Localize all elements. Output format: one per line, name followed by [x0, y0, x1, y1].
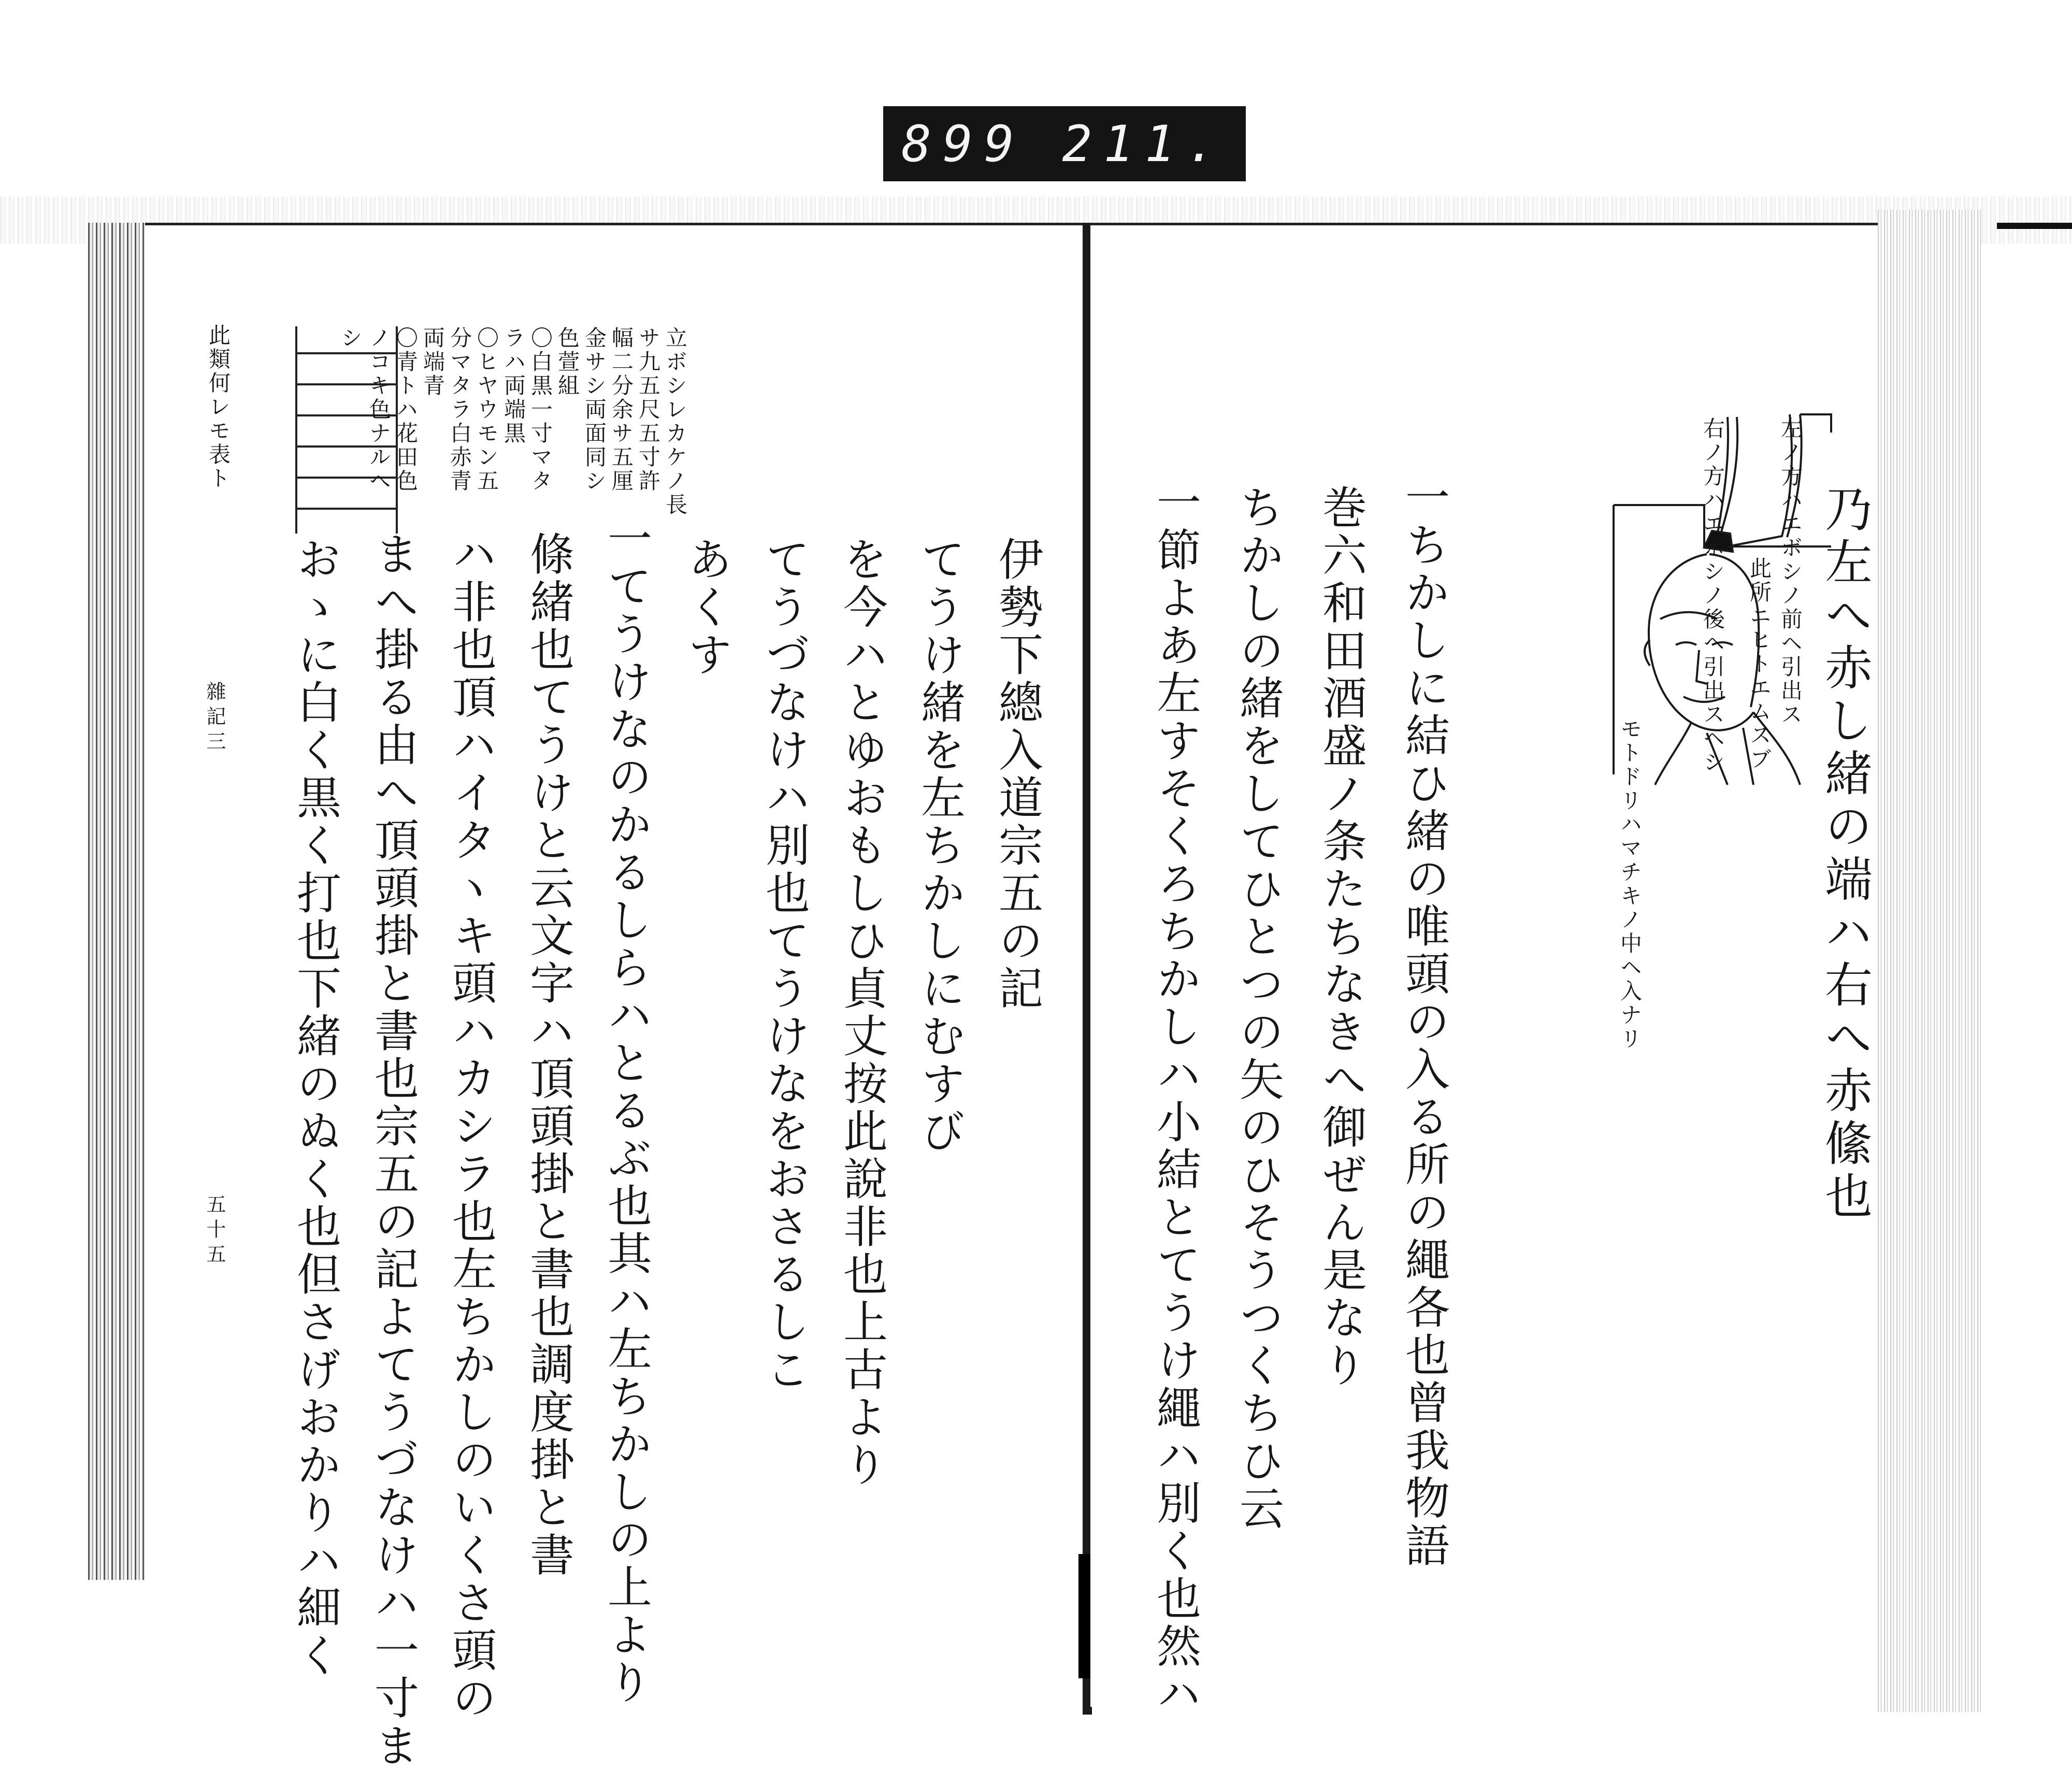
main-text-column: 伊勢下總入道宗五の記 [991, 536, 1043, 1013]
main-text-column: まへ掛る由へ頂頭掛と書也宗五の記よてうづなけハ一寸ま [367, 531, 419, 1770]
main-text-column: てうづなけハ別也てうけなをおさるしこ [758, 536, 810, 1394]
folio-title: 雜記三 [203, 681, 226, 756]
page-number: 五十五 [203, 1194, 226, 1269]
main-text-column: おゝに白く黒く打也下緒のぬく也但さげおかりハ細く [289, 536, 341, 1680]
note-line: 〇白黒一寸マタ [528, 326, 553, 493]
note-line: ラハ両端黒 [501, 326, 526, 445]
note-line: 幅二分余サ五厘 [609, 326, 634, 493]
right-header-column: 乃左へ赤し緒の端ハ右へ赤絛也 [1817, 484, 1873, 1224]
note-line: 〇青トハ花田色 [393, 326, 419, 493]
annotation-right-side: 右ノ方ハエボシノ後ヘ引出スヘシ [1700, 417, 1725, 774]
main-text-column: ハ非也頂ハイタヽキ頭ハカシラ也左ちかしのいくさ頭の [444, 531, 496, 1722]
note-line: 両端青 [420, 326, 445, 398]
note-line: サ九五尺五寸許 [636, 326, 661, 493]
right-page [1090, 223, 1878, 1718]
table-note: 此類何レモ表ト [206, 324, 231, 491]
right-page-edges [1878, 210, 1981, 1712]
main-text-column: てうけ緒を左ちかしにむすび [913, 536, 965, 1156]
accession-label [883, 106, 1246, 181]
note-line: 金サシ両面同シ [582, 326, 607, 493]
note-line: 分マタラ白赤青 [447, 326, 472, 493]
note-line: 色萱組 [555, 326, 580, 398]
annotation-knot: 此所ニヒトエムスブ [1747, 557, 1772, 771]
main-text-column: 一てうけなのかるしらハとるぶ也其ハ左ちかしの上より [600, 515, 652, 1707]
annotation-topknot: モトドリハマチキノ中ヘ入ナリ [1617, 717, 1643, 1051]
note-line: 〇ヒヤウモン五 [474, 326, 499, 493]
left-page-edges [88, 223, 145, 1580]
note-line: ノコキ色ナルへ [366, 326, 392, 493]
main-text-column: 一節よあ左すそくろちかしハ小結とてうけ繩ハ別く也然ハ [1149, 479, 1201, 1718]
accession-number-left: 899 [901, 114, 1026, 173]
main-text-column: 條緒也てうけと云文字ハ頂頭掛と書也調度掛と書 [522, 531, 574, 1579]
open-book [88, 223, 1901, 1770]
annotation-left-side: 左ノ方ハエボシノ前ヘ引出ス [1778, 417, 1803, 727]
accession-number-right: 211. [1062, 114, 1228, 173]
note-line: 立ボシレカケノ長 [663, 326, 688, 517]
note-line: シ [338, 326, 363, 350]
main-text-column: あくす [680, 536, 732, 679]
main-text-column: ちかしの緒をしてひとつの矢のひそうつくちひ云 [1232, 484, 1284, 1533]
main-text-column: 一ちかしに結ひ緒の唯頭の入る所の繩各也曾我物語 [1398, 474, 1449, 1570]
main-text-column: を今ハとゆおもしひ貞丈按此說非也上古より [836, 536, 887, 1489]
main-text-column: 巻六和田酒盛ノ条たちなきへ御ぜん是なり [1315, 484, 1366, 1390]
right-edge-strip [1997, 223, 2072, 229]
left-page [145, 223, 1083, 1770]
